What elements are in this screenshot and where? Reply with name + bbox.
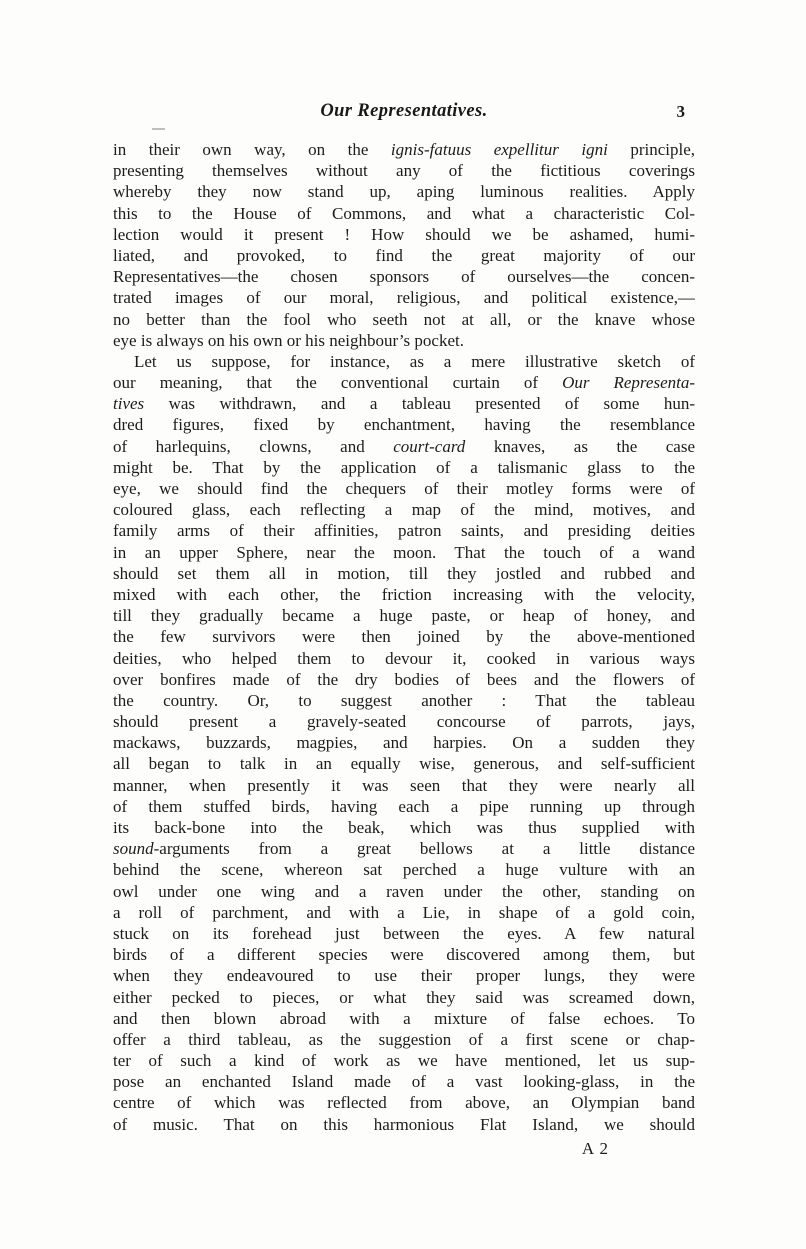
text-line: sound-arguments from a great bellows at a little distance	[113, 839, 695, 859]
text-line: a roll of parchment, and with a Lie, in shape of a gold coin,	[113, 902, 695, 922]
text-line: might be. That by the application of a talismanic glass to the	[113, 457, 695, 477]
text-line: manner, when presently it was seen that they were nearly all	[113, 775, 695, 795]
body-text	[113, 139, 695, 1135]
text-line: presenting themselves without any of the fictitious coverings	[113, 161, 695, 181]
page-number: 3	[676, 102, 685, 121]
text-line: the few survivors were then joined by the above-mentioned	[113, 627, 695, 647]
text-line: birds of a different species were discovered among them, but	[113, 945, 695, 965]
text-line: family arms of their affinities, patron saints, and presiding deities	[113, 521, 695, 541]
text-line: of harlequins, clowns, and court-card knaves, as the case	[113, 436, 695, 456]
signature-mark: A 2	[581, 1139, 609, 1158]
text-line: owl under one wing and a raven under the other, standing on	[113, 881, 695, 901]
text-line: when they endeavoured to use their proper lungs, they were	[113, 966, 695, 986]
text-line: dred figures, fixed by enchantment, having the resemblance	[113, 415, 695, 435]
text-line: trated images of our moral, religious, and political existence,—	[113, 288, 695, 308]
text-line: till they gradually became a huge paste, or heap of honey, and	[113, 606, 695, 626]
text-line: Representatives—the chosen sponsors of ourselves—the concen-	[113, 267, 695, 287]
text-line: should set them all in motion, till they jostled and rubbed and	[113, 563, 695, 583]
text-line: tives was withdrawn, and a tableau presented of some hun-	[113, 394, 695, 414]
running-head-title: Our Representatives.	[320, 101, 488, 121]
text-line: Let us suppose, for instance, as a mere illustrative sketch of	[134, 351, 695, 371]
text-line: deities, who helped them to devour it, cooked in various ways	[113, 648, 695, 668]
text-line: of music. That on this harmonious Flat Island, we should	[113, 1114, 695, 1134]
text-line: ter of such a kind of work as we have mentioned, let us sup-	[113, 1051, 695, 1071]
scan-artifact-dash	[152, 128, 165, 130]
text-line: stuck on its forehead just between the eyes. A few natural	[113, 923, 695, 943]
text-line: eye is always on his own or his neighbour’s pocket.	[113, 330, 464, 350]
text-line: no better than the fool who seeth not at all, or the knave whose	[113, 309, 695, 329]
text-line: all began to talk in an equally wise, generous, and self-sufficient	[113, 754, 695, 774]
text-line: its back-bone into the beak, which was thus supplied with	[113, 818, 695, 837]
text-line: eye, we should find the chequers of their motley forms were of	[113, 479, 695, 498]
text-line: this to the House of Commons, and what a characteristic Col-	[113, 203, 695, 223]
text-line: coloured glass, each reflecting a map of the mind, motives, and	[113, 500, 695, 520]
text-line: mackaws, buzzards, magpies, and harpies. On a sudden they	[113, 733, 695, 753]
text-line: centre of which was reflected from above, an Olympian band	[113, 1093, 695, 1113]
text-line: in their own way, on the ignis-fatuus expellitur igni principle,	[113, 140, 695, 159]
text-line: the country. Or, to suggest another : That the tableau	[113, 690, 695, 710]
text-line: whereby they now stand up, aping luminous realities. Apply	[113, 182, 695, 202]
text-line: either pecked to pieces, or what they said was screamed down,	[113, 987, 695, 1007]
text-line: of them stuffed birds, having each a pipe running up through	[113, 796, 695, 816]
text-line: mixed with each other, the friction increasing with the velocity,	[113, 584, 695, 604]
text-line: offer a third tableau, as the suggestion of a first scene or chap-	[113, 1029, 695, 1049]
text-line: should present a gravely-seated concourse of parrots, jays,	[113, 712, 695, 732]
text-line: liated, and provoked, to find the great majority of our	[113, 245, 695, 265]
page-header	[113, 101, 695, 127]
text-line: pose an enchanted Island made of a vast looking-glass, in the	[113, 1072, 695, 1092]
text-line: behind the scene, whereon sat perched a huge vulture with an	[113, 860, 695, 880]
text-line: and then blown abroad with a mixture of false echoes. To	[113, 1008, 695, 1028]
text-line: lection would it present ! How should we be ashamed, humi-	[113, 224, 695, 244]
text-line: in an upper Sphere, near the moon. That the touch of a wand	[113, 542, 695, 562]
text-line: our meaning, that the conventional curtain of Our Representa-	[113, 373, 695, 393]
text-line: over bonfires made of the dry bodies of bees and the flowers of	[113, 669, 695, 689]
